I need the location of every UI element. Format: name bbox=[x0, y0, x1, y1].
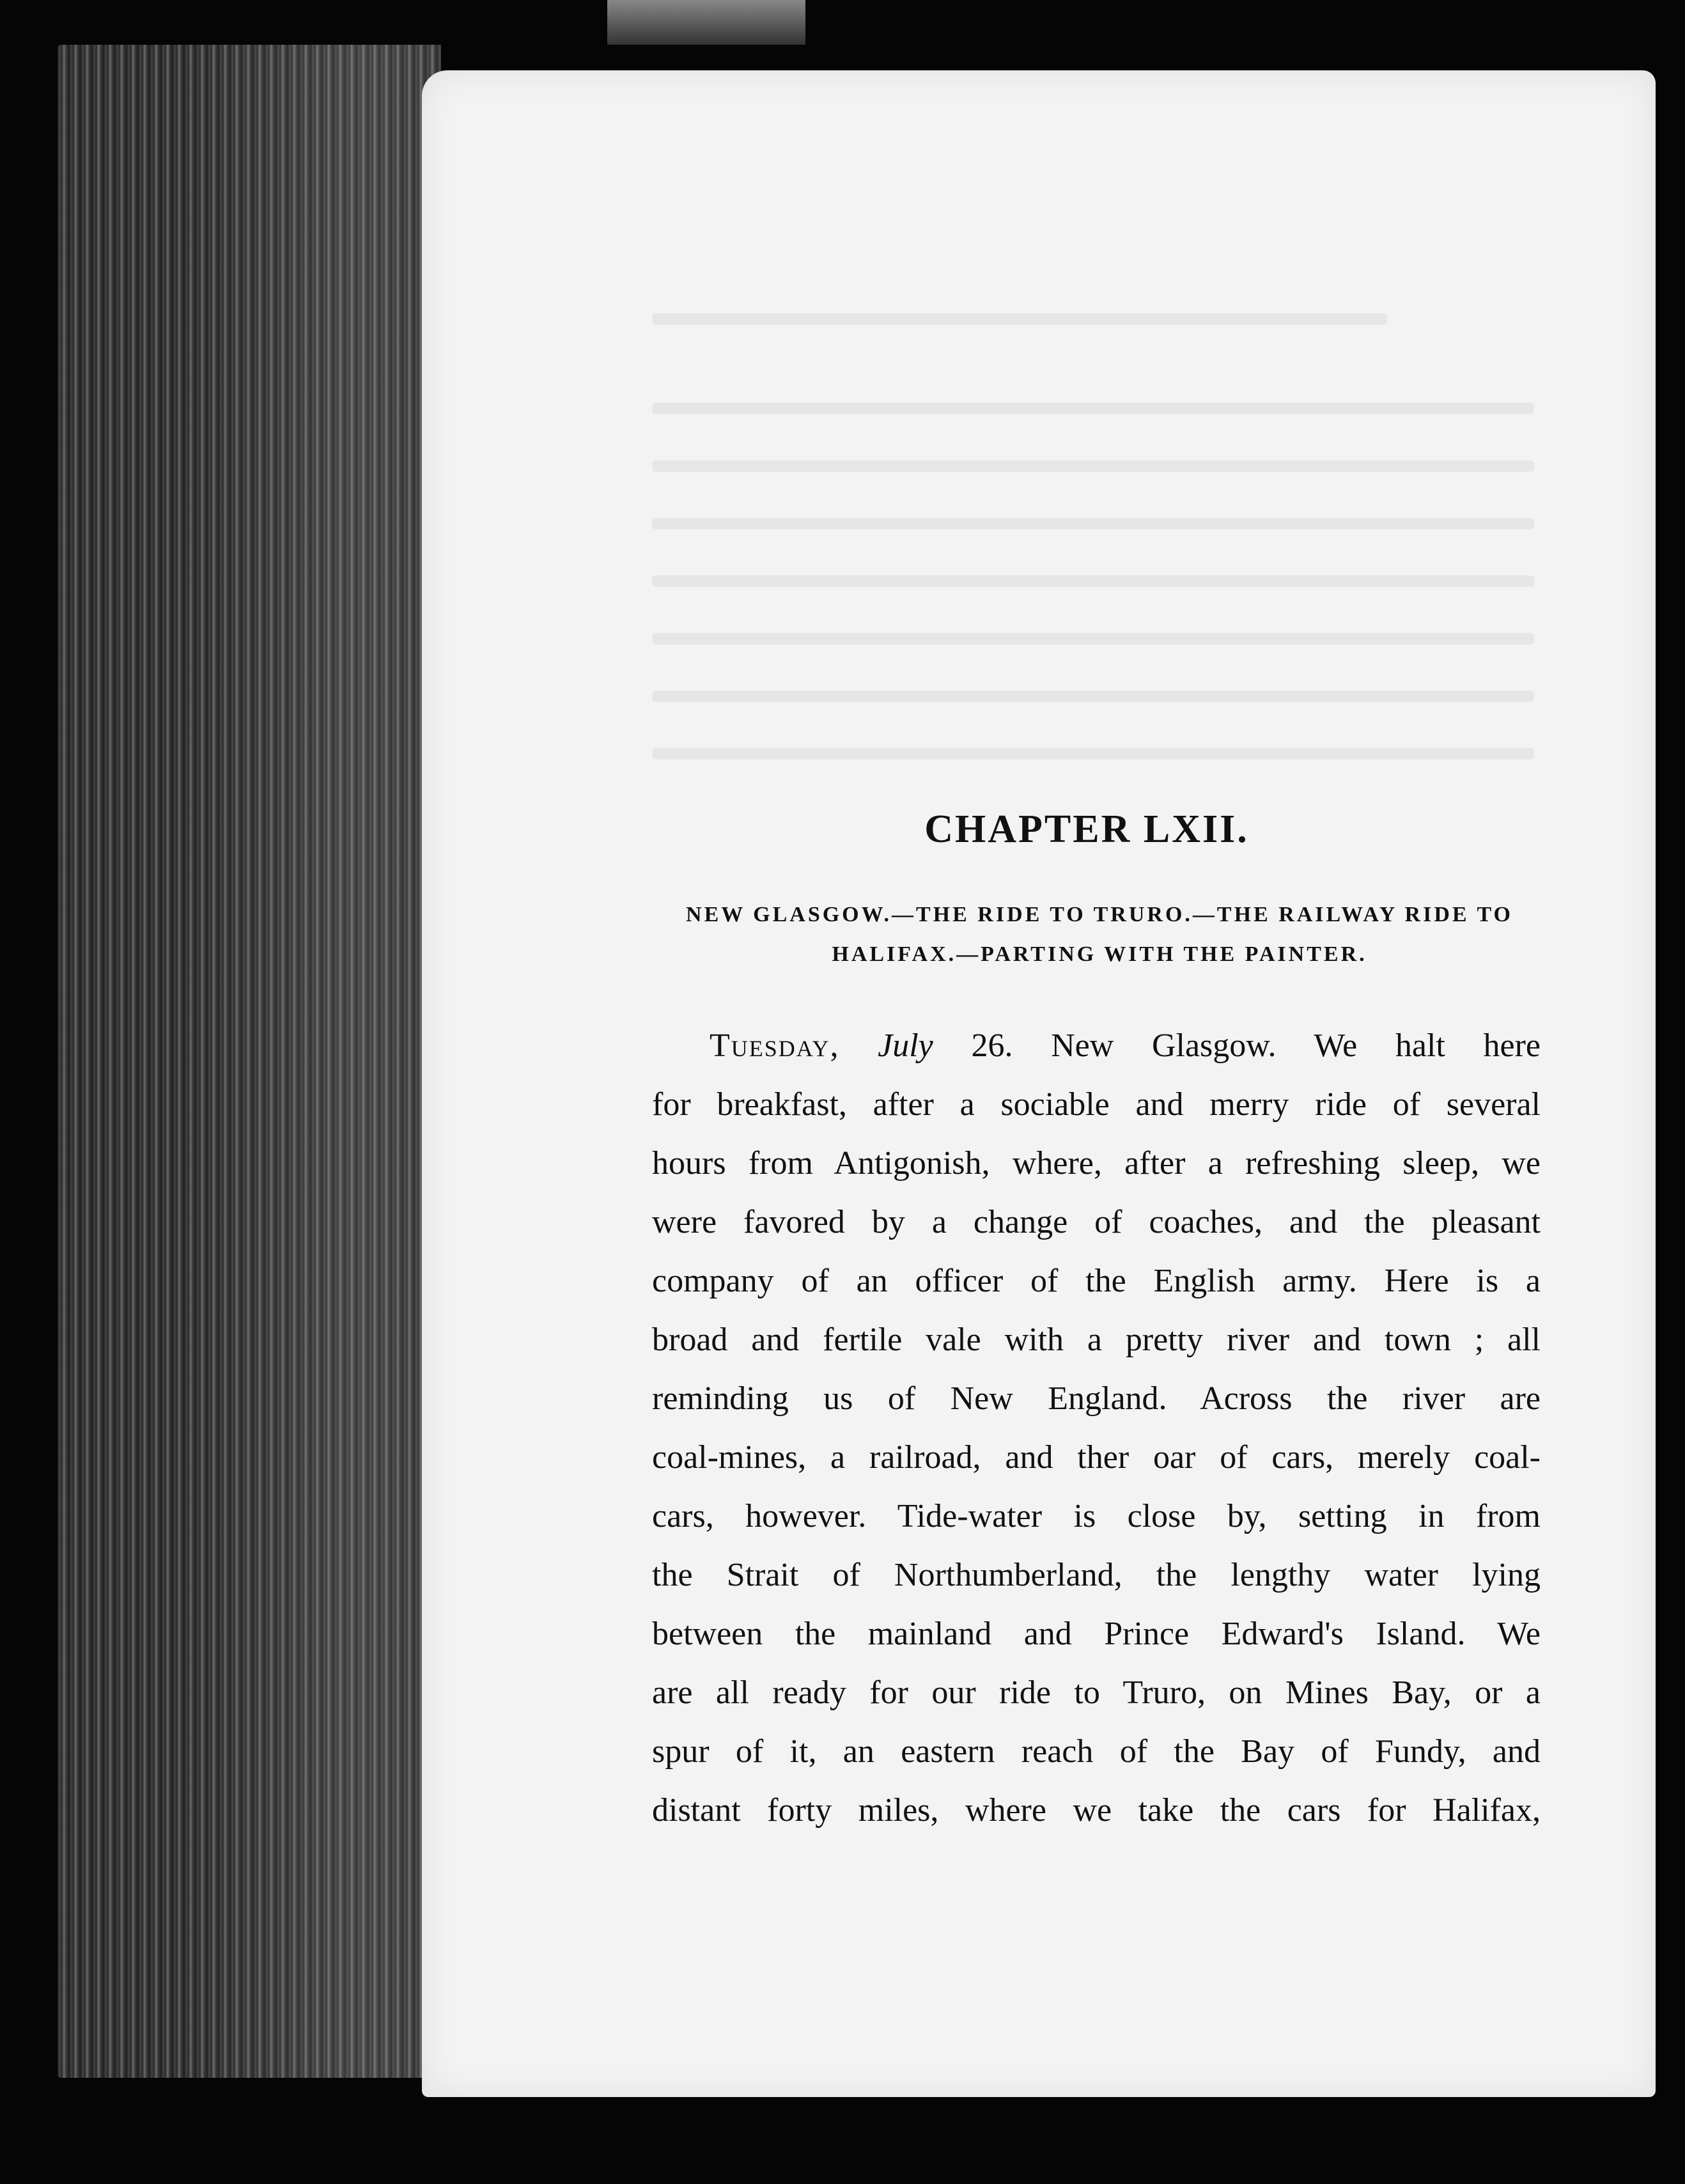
body-paragraph bbox=[652, 1017, 1541, 1840]
subtitle-line: HALIFAX.—PARTING WITH THE PAINTER. bbox=[832, 942, 1367, 966]
show-through-line bbox=[652, 313, 1387, 325]
body-line bbox=[652, 1017, 1541, 1075]
body-line: broad and fertile vale with a pretty river and town ; all bbox=[652, 1322, 1541, 1358]
body-line: cars, however. Tide-water is close by, setting in from bbox=[652, 1498, 1541, 1534]
body-line: for breakfast, after a sociable and merry ride of several bbox=[652, 1086, 1541, 1123]
show-through-line bbox=[652, 403, 1534, 414]
body-line: are all ready for our ride to Truro, on Mines Bay, or a bbox=[652, 1674, 1541, 1711]
body-line: were favored by a change of coaches, and the pleasant bbox=[652, 1204, 1541, 1240]
body-line: coal-mines, a railroad, and ther oar of cars, merely coal- bbox=[652, 1439, 1541, 1476]
body-line: hours from Antigonish, where, after a refreshing sleep, we bbox=[652, 1145, 1541, 1182]
opening-date: July bbox=[878, 1027, 933, 1064]
show-through-line bbox=[652, 518, 1534, 529]
opening-day: Tuesday, bbox=[710, 1027, 840, 1064]
show-through-line bbox=[652, 748, 1534, 760]
book-page-edges bbox=[58, 45, 441, 2078]
body-line: spur of it, an eastern reach of the Bay of Fundy, and bbox=[652, 1733, 1541, 1770]
show-through-line bbox=[652, 460, 1534, 472]
show-through-line bbox=[652, 690, 1534, 702]
chapter-title: CHAPTER LXII. bbox=[924, 807, 1249, 851]
body-line: company of an officer of the English army. Here is a bbox=[652, 1263, 1541, 1299]
chapter-subtitle bbox=[646, 895, 1553, 974]
body-line: reminding us of New England. Across the river are bbox=[652, 1380, 1541, 1417]
show-through-line bbox=[652, 575, 1534, 587]
subtitle-line: NEW GLASGOW.—THE RIDE TO TRURO.—THE RAILWAY RIDE TO bbox=[686, 903, 1513, 926]
book-tab bbox=[607, 0, 805, 45]
show-through-line bbox=[652, 633, 1534, 644]
body-line: between the mainland and Prince Edward's Island. We bbox=[652, 1616, 1541, 1652]
body-line: distant forty miles, where we take the cars for Halifax, bbox=[652, 1792, 1541, 1829]
opening-rest: 26. New Glasgow. We halt here bbox=[933, 1027, 1541, 1064]
body-line: the Strait of Northumberland, the lengthy water lying bbox=[652, 1557, 1541, 1593]
